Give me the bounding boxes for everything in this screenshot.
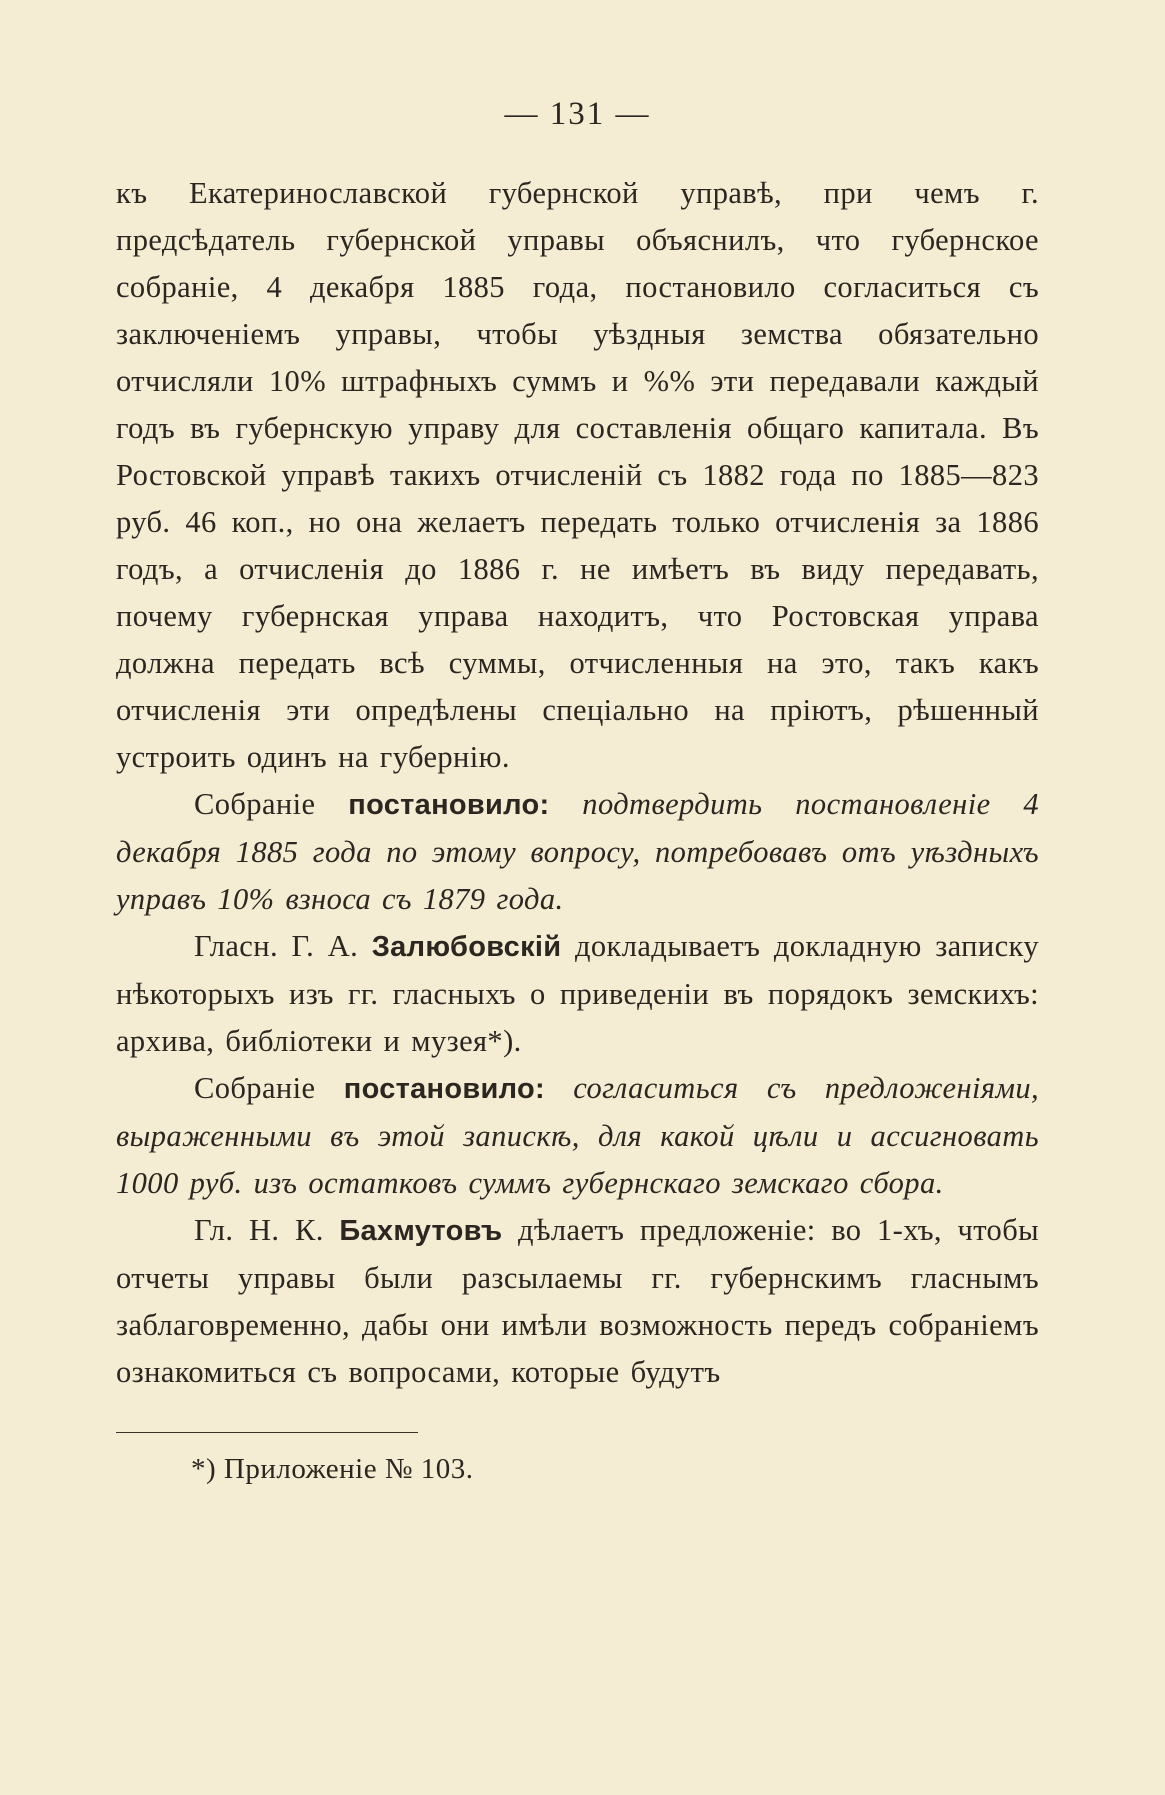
proposal-text: дѣлаетъ предложеніе: во 1-хъ, чтобы отчеты управы были разсылаемы гг. губернскимъ гласнымъ заблаговременно, дабы они имѣли возможность передъ собраніемъ ознакомиться съ вопросами, которые будутъ — [116, 1213, 1040, 1389]
resolution-text: подтвердить постановленіе 4 декабря 1885 года по этому вопросу, потребовавъ отъ уѣздныхъ управъ 10% взноса съ 1879 года. — [116, 787, 1039, 916]
resolution-keyword: постановило: — [343, 1073, 545, 1105]
report-speaker-name: Залюбовскій — [371, 931, 562, 963]
proposal-speaker-name: Бахмутовъ — [339, 1215, 503, 1247]
proposal-lead: Гл. Н. К. — [194, 1213, 340, 1247]
resolution-lead: Собраніе — [194, 787, 349, 821]
paragraph-resolution-1 — [116, 781, 1039, 923]
resolution-lead: Собраніе — [194, 1071, 344, 1105]
resolution-text: согласиться съ предложеніями, выраженными въ этой запискѣ, для какой цѣли и ассигновать 1000 руб. изъ остатковъ суммъ губернскаго земскаго сбора. — [116, 1071, 1039, 1200]
paragraph-resolution-2 — [116, 1065, 1039, 1207]
report-lead: Гласн. Г. А. — [194, 929, 372, 963]
paragraph-continuation: къ Екатеринославской губернской управѣ, при чемъ г. предсѣдатель губернской управы объяснилъ, что губернское собраніе, 4 декабря 1885 года, постановило согласиться съ заключеніемъ управы, чтобы уѣздныя земства обязательно отчисляли 10% штрафныхъ суммъ и %% эти передавали каждый годъ въ губернскую управу для составленія общаго капитала. Въ Ростовской управѣ такихъ отчисленій съ 1882 года по 1885—823 руб. 46 коп., но она желаетъ передать только отчисленія за 1886 годъ, а отчисленія до 1886 г. не имѣетъ въ виду передавать, почему губернская управа находитъ, что Ростовская управа должна передать всѣ суммы, отчисленныя на это, такъ какъ отчисленія эти опредѣлены спеціально на пріютъ, рѣшенный устроить одинъ на губернію. — [116, 176, 1039, 774]
footnote: *) Приложеніе № 103. — [191, 1453, 474, 1485]
resolution-keyword: постановило: — [348, 789, 550, 821]
report-text: докладываетъ докладную записку нѣкоторыхъ изъ гг. гласныхъ о приведеніи въ порядокъ земскихъ: архива, библіотеки и музея*). — [116, 929, 1039, 1058]
paragraph-report — [116, 923, 1039, 1065]
footnote-divider — [116, 1432, 418, 1433]
body-text — [116, 170, 1039, 1396]
page-number: — 131 — — [504, 96, 651, 132]
paragraph-proposal — [116, 1207, 1039, 1396]
